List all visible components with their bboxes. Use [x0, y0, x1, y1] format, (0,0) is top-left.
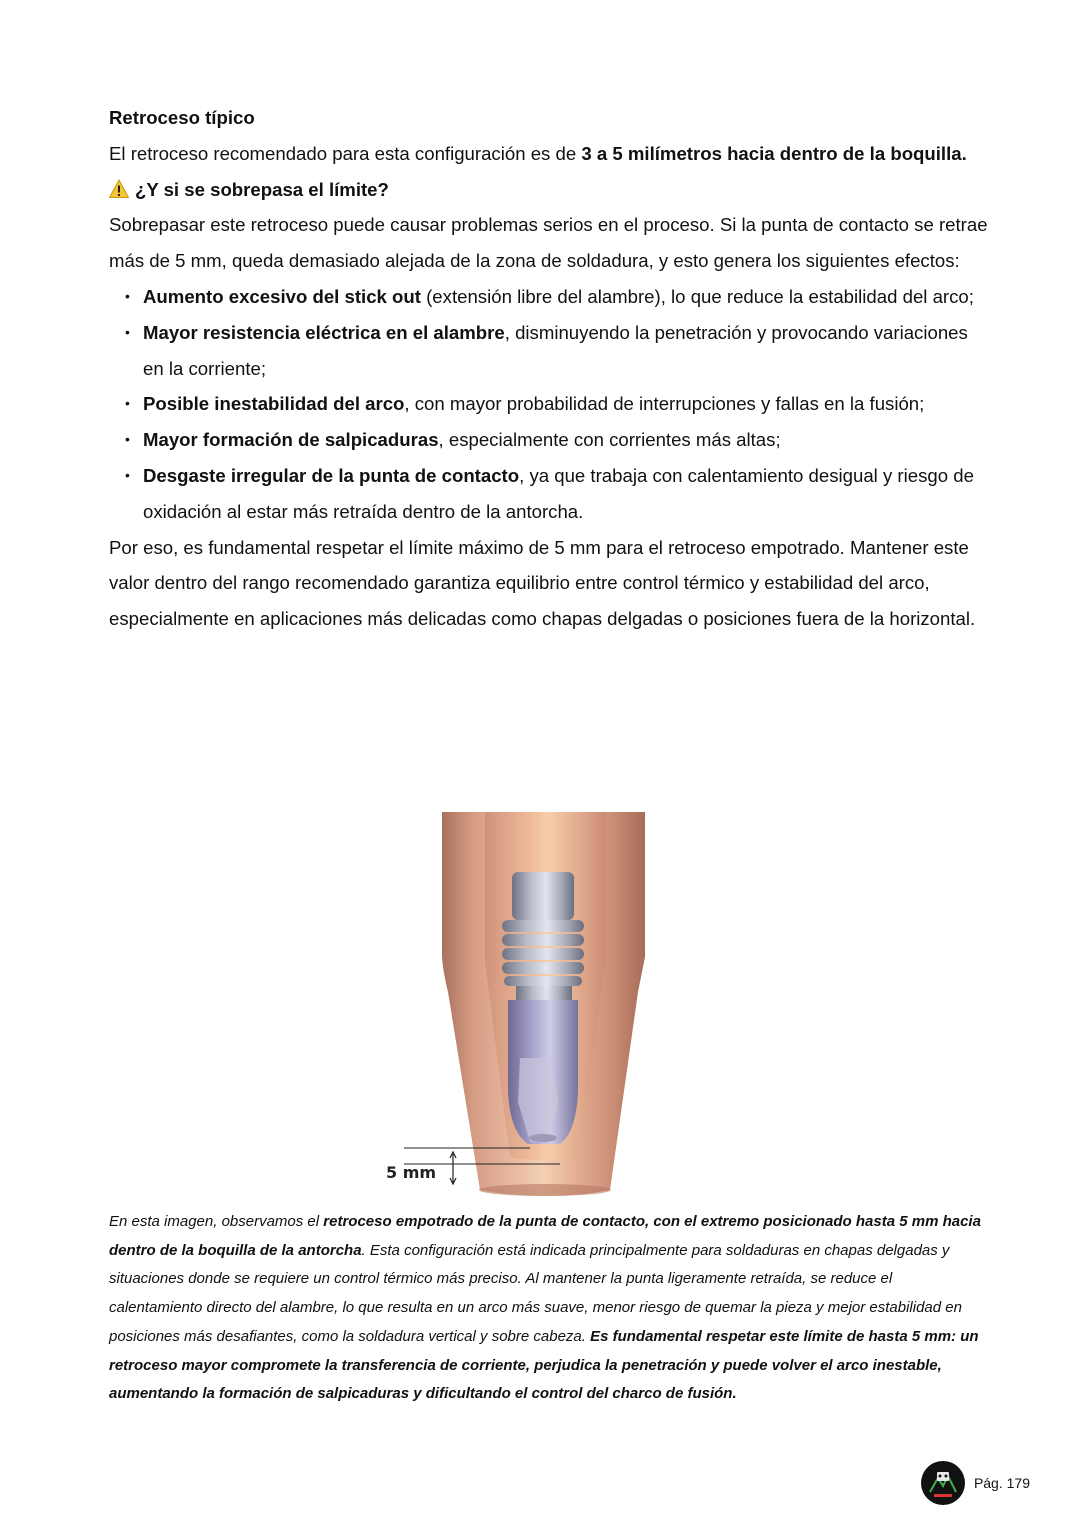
- figure-caption: [109, 1208, 989, 1409]
- list-item: [143, 386, 989, 422]
- contact-tip-illustration: [380, 812, 660, 1202]
- caption-text-1: En esta imagen, observamos el: [109, 1213, 324, 1230]
- list-item: [143, 315, 989, 387]
- effect-text: (extensión libre del alambre), lo que reduce la estabilidad del arco;: [420, 285, 974, 307]
- effect-text: , especialmente con corrientes más altas;: [438, 429, 781, 451]
- warning-paragraph: Sobrepasar este retroceso puede causar problemas serios en el proceso. Si la punta de contacto se retrae más de 5 mm, queda demasiado alejada de la zona de soldadura, y esto genera los siguientes efectos:: [109, 214, 988, 272]
- company-logo: [920, 1460, 966, 1506]
- warning-title: ¿Y si se sobrepasa el límite?: [135, 178, 389, 200]
- page-number: Pág. 179: [973, 1475, 1030, 1491]
- section-title: Retroceso típico: [109, 107, 255, 128]
- intro-text: El retroceso recomendado para esta configuración es de: [109, 142, 582, 164]
- warning-triangle-icon: [109, 179, 129, 199]
- list-item: [143, 279, 989, 315]
- effect-bold: Desgaste irregular de la punta de contacto: [143, 464, 520, 486]
- caption-text-2: . Esta configuración está indicada principalmente para soldaduras en chapas delgadas y situaciones donde se requiere un control térmico más preciso. Al mantener la punta ligeramente retraída, se reduce el calentamiento directo del alambre, lo que resulta en un arco más suave, menor riesgo de quemar la pieza y mejor estabilidad en posiciones más desafiantes, como la soldadura vertical y sobre cabeza.: [109, 1241, 962, 1345]
- intro-bold: 3 a 5 milímetros hacia dentro de la boquilla.: [581, 142, 967, 164]
- page-footer: [920, 1460, 1030, 1506]
- conclusion-paragraph: Por eso, es fundamental respetar el límite máximo de 5 mm para el retroceso empotrado. Mantener este valor dentro del rango recomendado garantiza equilibrio entre control térmico y estabilidad del arco, especialmente en aplicaciones más delicadas como chapas delgadas o posiciones fuera de la horizontal.: [109, 536, 976, 630]
- caption-bold-2: Es fundamental respetar este límite de hasta 5 mm: un retroceso mayor compromete la transferencia de corriente, perjudica la penetración y puede volver el arco inestable, aumentando la formación de salpicaduras y dificultando el control del charco de fusión.: [109, 1327, 979, 1403]
- effect-bold: Posible inestabilidad del arco: [143, 393, 405, 415]
- caption-bold-1: retroceso empotrado de la punta de contacto, con el extremo posicionado hasta 5 mm hacia dentro de la boquilla de la antorcha: [109, 1213, 981, 1259]
- effect-bold: Aumento excesivo del stick out: [143, 285, 421, 307]
- intro-paragraph: [109, 136, 989, 172]
- contact-tip-cap: [512, 872, 574, 920]
- warning-heading: [109, 172, 989, 208]
- effects-list: [109, 279, 989, 530]
- contact-tip-threads: [502, 920, 584, 986]
- effect-text: , ya que trabaja con calentamiento desigual y riesgo de oxidación al estar más retraída dentro de la antorcha.: [143, 464, 974, 522]
- contact-tip-hole: [529, 1134, 557, 1142]
- contact-tip-neck: [516, 986, 572, 1000]
- list-item: [143, 458, 989, 530]
- effect-text: , disminuyendo la penetración y provocando variaciones en la corriente;: [143, 321, 968, 379]
- effect-text: , con mayor probabilidad de interrupciones y fallas en la fusión;: [404, 393, 925, 415]
- nozzle-opening: [479, 1184, 611, 1196]
- list-item: [143, 422, 989, 458]
- body-text: [109, 100, 989, 637]
- dimension-label: 5 mm: [386, 1163, 437, 1182]
- effect-bold: Mayor resistencia eléctrica en el alambre: [143, 321, 505, 343]
- effect-bold: Mayor formación de salpicaduras: [143, 429, 439, 451]
